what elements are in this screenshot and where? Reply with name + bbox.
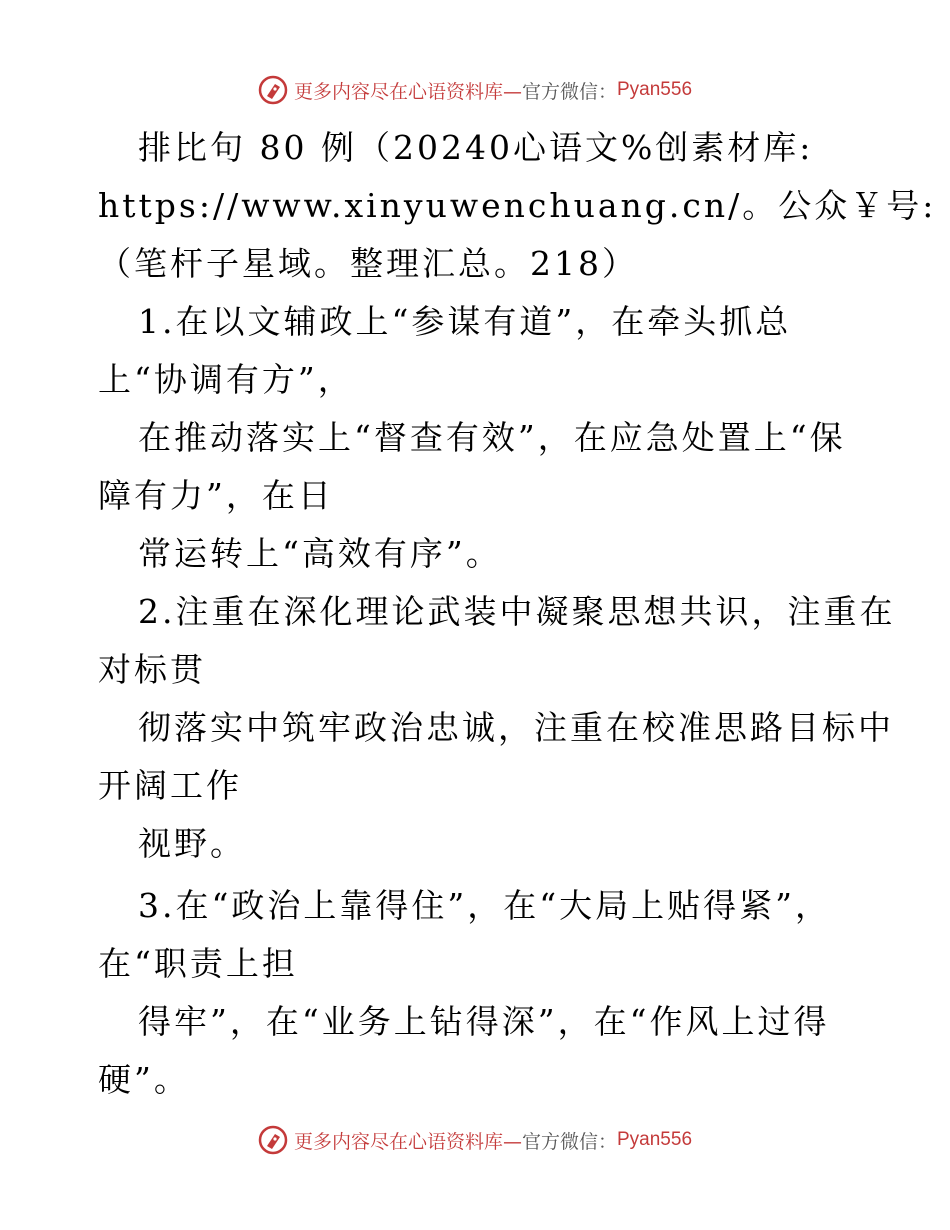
text-line: https://www.xinyuwenchuang.cn/。公众￥号: (98, 186, 937, 225)
watermark-text: 更多内容尽在心语资料库— (293, 1130, 522, 1153)
watermark-text: 更多内容尽在心语资料库— (293, 80, 522, 103)
text-line: 2.注重在深化理论武装中凝聚思想共识，注重在 (138, 592, 896, 631)
text-line: 对标贯 (98, 650, 206, 689)
wechat-account: Pyan556 (617, 79, 693, 100)
text-line: 1.在以文辅政上“参谋有道”，在牵头抓总 (138, 302, 792, 341)
text-line: 硬”。 (98, 1060, 190, 1099)
text-line: 彻落实中筑牢政治忠诚，注重在校准思路目标中 (138, 708, 894, 747)
text-line: 在推动落实上“督查有效”，在应急处置上“保 (138, 418, 846, 457)
text-line: 得牢”，在“业务上钻得深”，在“作风上过得 (138, 1002, 830, 1041)
text-line: 3.在“政治上靠得住”，在“大局上贴得紧”， (138, 886, 831, 925)
text-line: 常运转上“高效有序”。 (138, 534, 502, 573)
wechat-label: 官方微信： (521, 1130, 617, 1153)
watermark-banner-top (0, 70, 950, 110)
text-line: 上“协调有方”， (98, 360, 354, 399)
wechat-label: 官方微信： (521, 80, 617, 103)
pen-nib-logo-icon (258, 75, 288, 105)
text-line: 排比句 80 例（20240心语文%创素材库: (138, 128, 814, 167)
text-line: 在“职责上担 (98, 944, 298, 983)
text-line: 视野。 (138, 824, 246, 863)
text-line: 开阔工作 (98, 766, 242, 805)
text-line: （笔杆子星域。整理汇总。218） (98, 244, 638, 283)
text-line: 障有力”，在日 (98, 476, 334, 515)
pen-nib-logo-icon (258, 1125, 288, 1155)
watermark-banner-bottom (0, 1120, 950, 1160)
wechat-account: Pyan556 (617, 1129, 693, 1150)
